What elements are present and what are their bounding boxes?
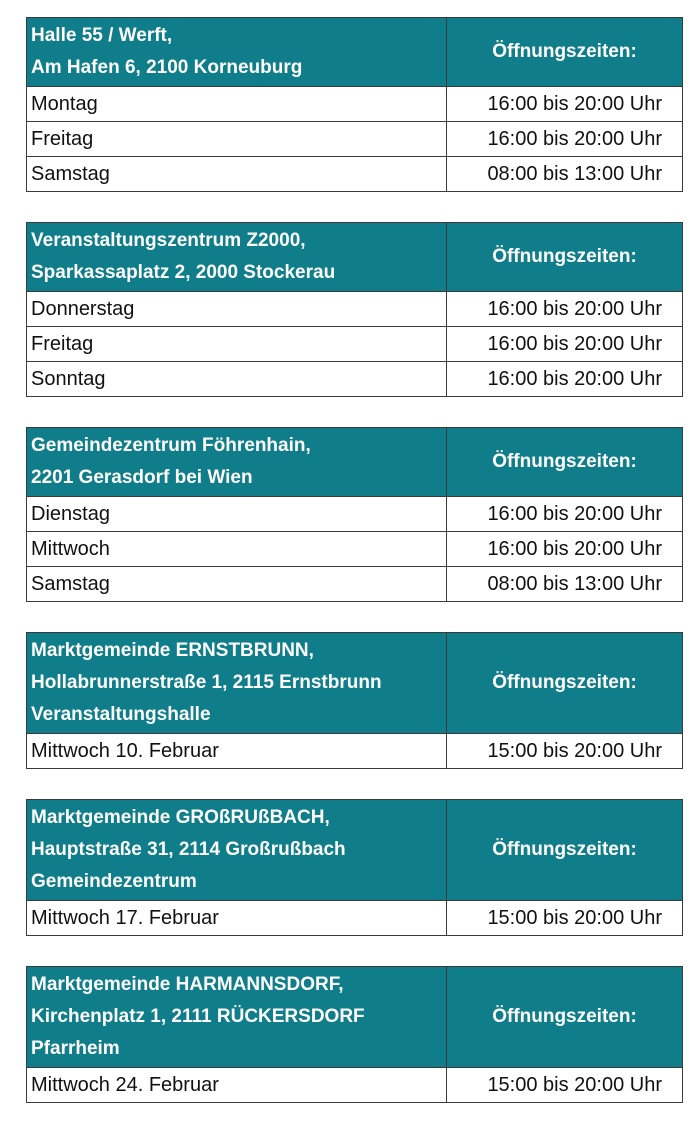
location-table xyxy=(26,632,683,769)
opening-hours-label: Öffnungszeiten: xyxy=(447,18,683,87)
location-table xyxy=(26,966,683,1103)
location-address-line: Sparkassaplatz 2, 2000 Stockerau xyxy=(31,262,336,283)
day-cell: Mittwoch 10. Februar xyxy=(27,734,447,769)
location-address-line: Pfarrheim xyxy=(31,1038,120,1059)
location-address-line: Hollabrunnerstraße 1, 2115 Ernstbrunn xyxy=(31,672,382,693)
location-address-line: Veranstaltungshalle xyxy=(31,704,211,725)
location-address-line: Veranstaltungszentrum Z2000, xyxy=(31,230,306,251)
location-name xyxy=(27,18,447,87)
location-name xyxy=(27,223,447,292)
time-cell: 16:00 bis 20:00 Uhr xyxy=(447,362,683,397)
schedule-row xyxy=(27,567,683,602)
time-cell: 15:00 bis 20:00 Uhr xyxy=(447,901,683,936)
location-address-line: Gemeindezentrum xyxy=(31,871,197,892)
schedule-row xyxy=(27,1068,683,1103)
location-table xyxy=(26,427,683,602)
schedule-row xyxy=(27,362,683,397)
time-cell: 16:00 bis 20:00 Uhr xyxy=(447,497,683,532)
opening-hours-label: Öffnungszeiten: xyxy=(447,967,683,1068)
schedule-row xyxy=(27,901,683,936)
location-address-line: Gemeindezentrum Föhrenhain, xyxy=(31,435,311,456)
schedule-row xyxy=(27,734,683,769)
time-cell: 08:00 bis 13:00 Uhr xyxy=(447,157,683,192)
time-cell: 16:00 bis 20:00 Uhr xyxy=(447,292,683,327)
opening-hours-label: Öffnungszeiten: xyxy=(447,428,683,497)
time-cell: 08:00 bis 13:00 Uhr xyxy=(447,567,683,602)
location-address-line: Marktgemeinde HARMANNSDORF, xyxy=(31,974,344,995)
day-cell: Samstag xyxy=(27,567,447,602)
location-name xyxy=(27,633,447,734)
schedule-row xyxy=(27,327,683,362)
opening-hours-label: Öffnungszeiten: xyxy=(447,633,683,734)
day-cell: Samstag xyxy=(27,157,447,192)
time-cell: 16:00 bis 20:00 Uhr xyxy=(447,532,683,567)
schedule-row xyxy=(27,532,683,567)
location-name xyxy=(27,967,447,1068)
location-name xyxy=(27,800,447,901)
schedule-row xyxy=(27,157,683,192)
day-cell: Mittwoch 24. Februar xyxy=(27,1068,447,1103)
time-cell: 16:00 bis 20:00 Uhr xyxy=(447,87,683,122)
location-address-line: Am Hafen 6, 2100 Korneuburg xyxy=(31,57,303,78)
location-header xyxy=(27,18,683,87)
location-address-line: Halle 55 / Werft, xyxy=(31,25,173,46)
location-address-line: Hauptstraße 31, 2114 Großrußbach xyxy=(31,839,346,860)
day-cell: Mittwoch 17. Februar xyxy=(27,901,447,936)
location-header xyxy=(27,223,683,292)
time-cell: 16:00 bis 20:00 Uhr xyxy=(447,122,683,157)
day-cell: Sonntag xyxy=(27,362,447,397)
location-table xyxy=(26,799,683,936)
opening-hours-page xyxy=(26,17,682,1133)
opening-hours-label: Öffnungszeiten: xyxy=(447,800,683,901)
time-cell: 15:00 bis 20:00 Uhr xyxy=(447,734,683,769)
day-cell: Freitag xyxy=(27,327,447,362)
day-cell: Montag xyxy=(27,87,447,122)
schedule-row xyxy=(27,87,683,122)
schedule-row xyxy=(27,122,683,157)
location-header xyxy=(27,800,683,901)
location-address-line: 2201 Gerasdorf bei Wien xyxy=(31,467,253,488)
day-cell: Mittwoch xyxy=(27,532,447,567)
opening-hours-label: Öffnungszeiten: xyxy=(447,223,683,292)
location-name xyxy=(27,428,447,497)
location-table xyxy=(26,17,683,192)
schedule-row xyxy=(27,497,683,532)
schedule-row xyxy=(27,292,683,327)
location-address-line: Marktgemeinde ERNSTBRUNN, xyxy=(31,640,314,661)
location-address-line: Marktgemeinde GROßRUßBACH, xyxy=(31,807,330,828)
day-cell: Freitag xyxy=(27,122,447,157)
location-header xyxy=(27,428,683,497)
location-header xyxy=(27,633,683,734)
location-table xyxy=(26,222,683,397)
time-cell: 16:00 bis 20:00 Uhr xyxy=(447,327,683,362)
time-cell: 15:00 bis 20:00 Uhr xyxy=(447,1068,683,1103)
day-cell: Donnerstag xyxy=(27,292,447,327)
location-address-line: Kirchenplatz 1, 2111 RÜCKERSDORF xyxy=(31,1006,365,1027)
day-cell: Dienstag xyxy=(27,497,447,532)
location-header xyxy=(27,967,683,1068)
